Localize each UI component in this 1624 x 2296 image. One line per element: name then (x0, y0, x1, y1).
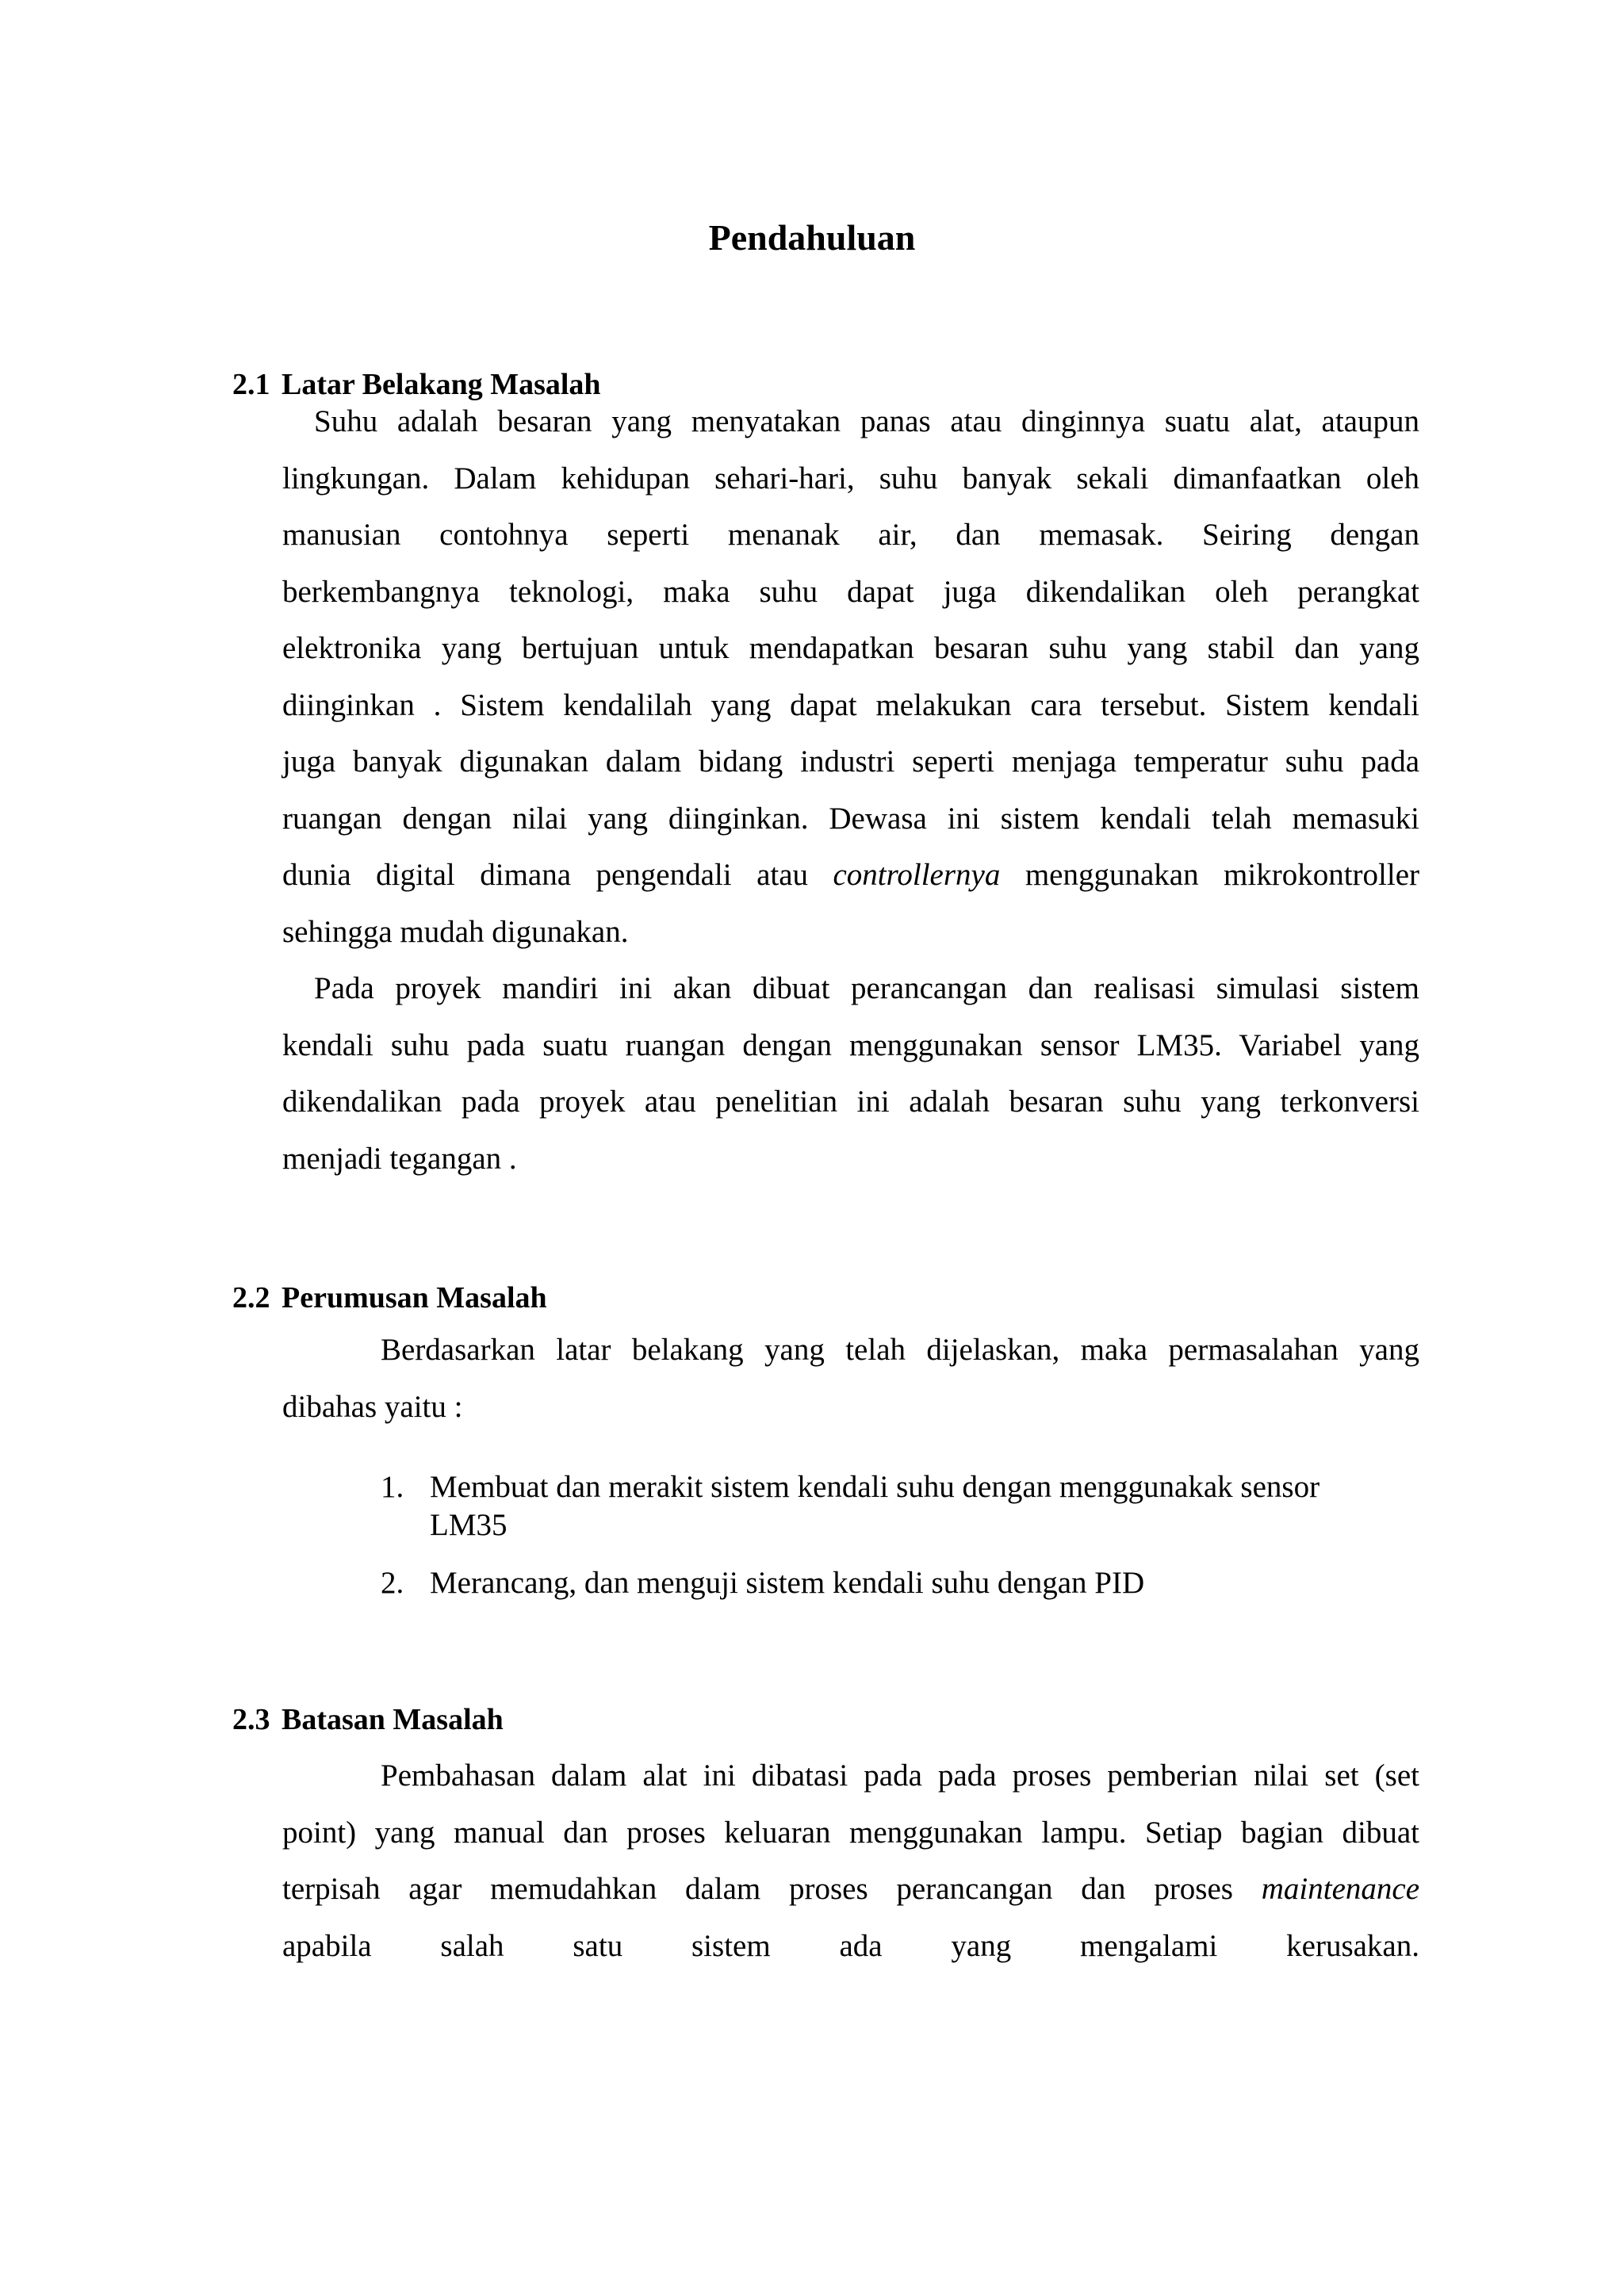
text-line: Suhu adalah besaran yang menyatakan panas atau dinginnya suatu alat, ataupun (314, 404, 1419, 438)
section-number: 2.2 (232, 1281, 270, 1314)
text-line: juga banyak digunakan dalam bidang industri seperti menjaga temperatur suhu pada (282, 744, 1419, 779)
list-number: 1. (381, 1470, 404, 1504)
problem-list (381, 1468, 1404, 1603)
text-line: berkembangnya teknologi, maka suhu dapat juga dikendalikan oleh perangkat (282, 574, 1419, 609)
section-title: Perumusan Masalah (282, 1281, 547, 1314)
section-number: 2.3 (232, 1703, 270, 1736)
list-text: Merancang, dan menguji sistem kendali suhu dengan PID (430, 1566, 1145, 1600)
text-line: apabila salah satu sistem ada yang mengalami kerusakan. (282, 1928, 1419, 1963)
section-heading-perumusan-masalah (232, 1278, 547, 1318)
text-line: Berdasarkan latar belakang yang telah dijelaskan, maka permasalahan yang (381, 1333, 1419, 1367)
text-line: lingkungan. Dalam kehidupan sehari-hari, suhu banyak sekali dimanfaatkan oleh (282, 461, 1419, 496)
text-line: dikendalikan pada proyek atau penelitian ini adalah besaran suhu yang terkonversi (282, 1085, 1419, 1119)
section-number: 2.1 (232, 368, 270, 401)
text-line: kendali suhu pada suatu ruangan dengan menggunakan sensor LM35. Variabel yang (282, 1027, 1419, 1062)
text-line: Pembahasan dalam alat ini dibatasi pada pada proses pemberian nilai set (set (381, 1758, 1419, 1793)
text-line: manusian contohnya seperti menanak air, dan memasak. Seiring dengan (282, 518, 1419, 552)
text-line: dibahas yaitu : (282, 1389, 463, 1424)
text-line-with-italic (282, 1861, 1419, 1918)
paragraph-latar-belakang-2 (282, 960, 1419, 1187)
paragraph-batasan-masalah (282, 1747, 1419, 1974)
paragraph-latar-belakang-1 (282, 393, 1419, 960)
list-text (430, 1468, 1404, 1544)
section-title: Latar Belakang Masalah (282, 368, 601, 401)
text-line: Pada proyek mandiri ini akan dibuat perancangan dan realisasi simulasi sistem (314, 971, 1419, 1005)
section-title: Batasan Masalah (282, 1703, 504, 1736)
text-line: menjadi tegangan . (282, 1141, 517, 1176)
paragraph-perumusan-intro (282, 1322, 1419, 1435)
text-line: ruangan dengan nilai yang diinginkan. Dewasa ini sistem kendali telah memasuki (282, 801, 1419, 836)
text-segment: menggunakan mikrokontroller (1025, 858, 1419, 892)
page-title: Pendahuluan (708, 217, 916, 258)
text-line: elektronika yang bertujuan untuk mendapatkan besaran suhu yang stabil dan yang (282, 631, 1419, 665)
text-segment: terpisah agar memudahkan dalam proses perancangan dan proses (282, 1872, 1233, 1906)
list-text-line: Membuat dan merakit sistem kendali suhu dengan menggunakak sensor (430, 1470, 1320, 1504)
list-text-line: LM35 (430, 1508, 508, 1542)
text-segment: dunia digital dimana pengendali atau (282, 858, 809, 892)
italic-term: maintenance (1261, 1872, 1419, 1906)
italic-term: controllernya (833, 858, 1001, 892)
text-line-with-italic (282, 847, 1419, 904)
section-heading-batasan-masalah (232, 1700, 504, 1739)
text-line: diinginkan . Sistem kendalilah yang dapat melakukan cara tersebut. Sistem kendali (282, 687, 1419, 722)
text-line: sehingga mudah digunakan. (282, 914, 629, 949)
text-line: point) yang manual dan proses keluaran menggunakan lampu. Setiap bagian dibuat (282, 1815, 1419, 1850)
list-number: 2. (381, 1566, 404, 1600)
